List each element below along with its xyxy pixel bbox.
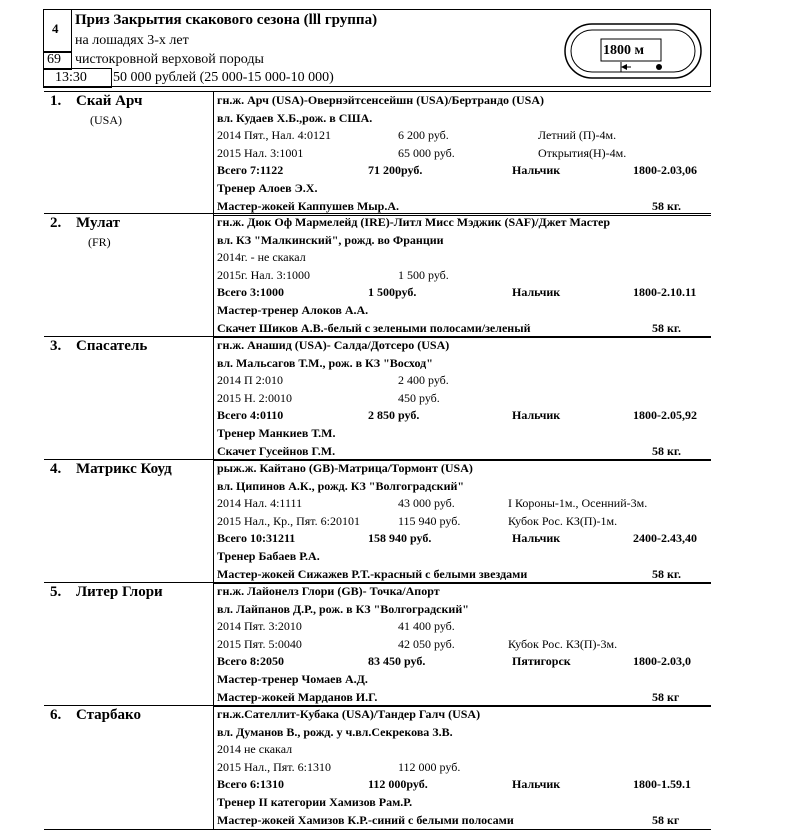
entry-divider [44,213,711,214]
jockey-line: Мастер-жокей Каппушев Мыр.А. [217,198,399,213]
weight: 58 кг. [652,320,682,335]
stat-period: 2015 Пят. 5:0040 [217,636,302,651]
best-track: Пятигорск [512,654,571,669]
entry-divider [44,459,711,460]
owner-line: вл. Мальсагов Т.М., рож. в КЗ "Восход" [217,355,433,370]
horse-country: (USA) [90,113,122,127]
pedigree-line: гн.ж. Арч (USA)-Овернэйтсенсейшн (USA)/Бертрандо (USA) [217,93,545,107]
stat-note: Открытия(Н)-4м. [538,145,627,160]
race-title: Приз Закрытия скакового сезона (lll группа) [75,12,378,28]
column-divider [213,705,214,829]
horse-number: 1. [50,93,62,109]
entry-divider [44,705,711,706]
stat-earnings: 2 400 руб. [398,373,449,388]
best-time: 1800-1.59.1 [633,777,691,792]
stat-period: 2015 Нал., Кр., Пят. 6:20101 [217,513,360,528]
pedigree-line: рыж.ж. Кайтано (GB)-Матрица/Тормонт (USA) [217,461,473,475]
best-track: Нальчик [512,163,561,178]
stat-period: 2014 П 2:010 [217,373,283,388]
race-conditions: на лошадях 3-х лет [75,33,189,48]
race-breed: чистокровной верховой породы [75,52,264,67]
entry-divider [44,582,711,583]
trainer-line: Тренер Бабаев Р.А. [217,549,320,563]
owner-line: вл. КЗ "Малкинский", рожд. во Франции [217,232,444,247]
race-purse: 50 000 рублей (25 000-15 000-10 000) [113,70,334,85]
weight: 58 кг [652,812,680,827]
horse-name: Мулат [76,215,120,231]
column-divider [213,336,214,459]
stat-earnings: 41 400 руб. [398,619,455,634]
best-track: Нальчик [512,531,561,546]
horse-name: Спасатель [76,338,148,354]
jockey-line: Скачет Шиков А.В.-белый с зелеными полосами/зеленый [217,320,531,335]
stat-period: 2015 Н. 2:0010 [217,390,292,405]
best-track: Нальчик [512,408,561,423]
owner-line: вл. Лайпанов Д.Р., рож. в КЗ "Волгоградский" [217,601,469,616]
race-time: 13:30 [55,70,87,85]
jockey-line: Скачет Гусейнов Г.М. [217,443,336,458]
stat-earnings: 450 руб. [398,390,440,405]
stat-period: 2015 Нал. 3:1001 [217,145,304,160]
weight: 58 кг. [652,566,682,581]
best-time: 2400-2.43,40 [633,531,697,546]
trainer-line: Тренер Алоев Э.Х. [217,181,318,195]
race-number: 4 [52,21,59,36]
stat-period: 2014 Пят. 3:2010 [217,619,302,634]
plain-line: 2014 не скакал [217,742,293,757]
total-earnings: 71 200руб. [368,163,423,178]
weight: 58 кг. [652,198,682,213]
best-time: 1800-2.03,06 [633,163,697,178]
owner-line: вл. Думанов В., рожд. у ч.вл.Секрекова З.В. [217,724,453,739]
stat-period: 2014 Пят., Нал. 4:0121 [217,128,331,143]
best-time: 1800-2.10.11 [633,285,697,300]
column-divider [213,459,214,582]
owner-line: вл. Ципинов А.К., рожд. КЗ "Волгоградский" [217,478,465,493]
horse-name: Матрикс Коуд [76,461,172,477]
jockey-line: Мастер-жокей Хамизов К.Р.-синий с белыми полосами [217,812,514,827]
pedigree-line: гн.ж. Анашид (USA)- Салда/Дотсеро (USA) [217,338,450,352]
column-divider [213,213,214,336]
stat-note: Летний (П)-4м. [538,128,617,143]
trainer-line: Мастер-тренер Алоков А.А. [217,303,369,317]
entry-divider [44,336,711,337]
trainer-line: Тренер Манкиев Т.М. [217,426,336,440]
stat-earnings: 115 940 руб. [398,513,461,528]
stat-earnings: 65 000 руб. [398,145,455,160]
owner-line: вл. Кудаев Х.Б.,рож. в США. [217,110,373,125]
plain-line: 2014г. - не скакал [217,250,306,265]
jockey-line: Мастер-жокей Сижажев Р.Т.-красный с белыми звездами [217,566,528,581]
race-distance: 1800 м [603,43,645,58]
column-divider [213,91,214,214]
total-record: Всего 3:1000 [217,285,284,300]
stat-note: Кубок Рос. КЗ(П)-1м. [508,513,618,528]
best-track: Нальчик [512,777,561,792]
stat-earnings: 112 000 руб. [398,759,461,774]
horse-name: Скай Арч [76,93,143,109]
stat-note: Кубок Рос. КЗ(П)-3м. [508,636,618,651]
pedigree-line: гн.ж.Сателлит-Кубака (USA)/Тандер Галч (USA) [217,707,481,721]
horse-name: Литер Глори [76,584,163,600]
trainer-line: Тренер II категории Хамизов Рам.Р. [217,795,413,809]
stat-earnings: 42 050 руб. [398,636,455,651]
stat-earnings: 43 000 руб. [398,496,455,511]
total-earnings: 158 940 руб. [368,531,432,546]
total-record: Всего 7:1122 [217,163,284,178]
horse-number: 4. [50,461,62,477]
total-earnings: 1 500руб. [368,285,417,300]
entry-divider [44,91,711,92]
entries-count: 69 [47,52,61,67]
total-record: Всего 8:2050 [217,654,284,669]
stat-earnings: 1 500 руб. [398,267,449,282]
pedigree-line: гн.ж. Дюк Оф Мармелейд (IRE)-Литл Мисс Мэджик (SAF)/Джет Мастер [217,215,611,229]
bottom-rule [44,829,711,830]
column-divider [213,582,214,705]
horse-number: 3. [50,338,62,354]
stat-earnings: 6 200 руб. [398,128,449,143]
total-record: Всего 6:1310 [217,777,284,792]
weight: 58 кг. [652,443,682,458]
total-earnings: 83 450 руб. [368,654,426,669]
stat-period: 2014 Нал. 4:1111 [217,496,303,511]
horse-name: Старбако [76,707,141,723]
stat-period: 2015г. Нал. 3:1000 [217,267,310,282]
best-track: Нальчик [512,285,561,300]
horse-number: 6. [50,707,62,723]
stat-note: I Короны-1м., Осенний-3м. [508,496,648,511]
best-time: 1800-2.05,92 [633,408,697,423]
best-time: 1800-2.03,0 [633,654,691,669]
jockey-line: Мастер-жокей Марданов И.Г. [217,689,378,704]
horse-number: 2. [50,215,62,231]
weight: 58 кг [652,689,680,704]
horse-number: 5. [50,584,62,600]
total-record: Всего 4:0110 [217,408,284,423]
trainer-line: Мастер-тренер Чомаев А.Д. [217,672,368,686]
pedigree-line: гн.ж. Лайонелз Глори (GB)- Точка/Апорт [217,584,440,598]
total-record: Всего 10:31211 [217,531,296,546]
stat-period: 2015 Нал., Пят. 6:1310 [217,759,331,774]
total-earnings: 2 850 руб. [368,408,420,423]
total-earnings: 112 000руб. [368,777,428,792]
horse-country: (FR) [88,235,111,249]
